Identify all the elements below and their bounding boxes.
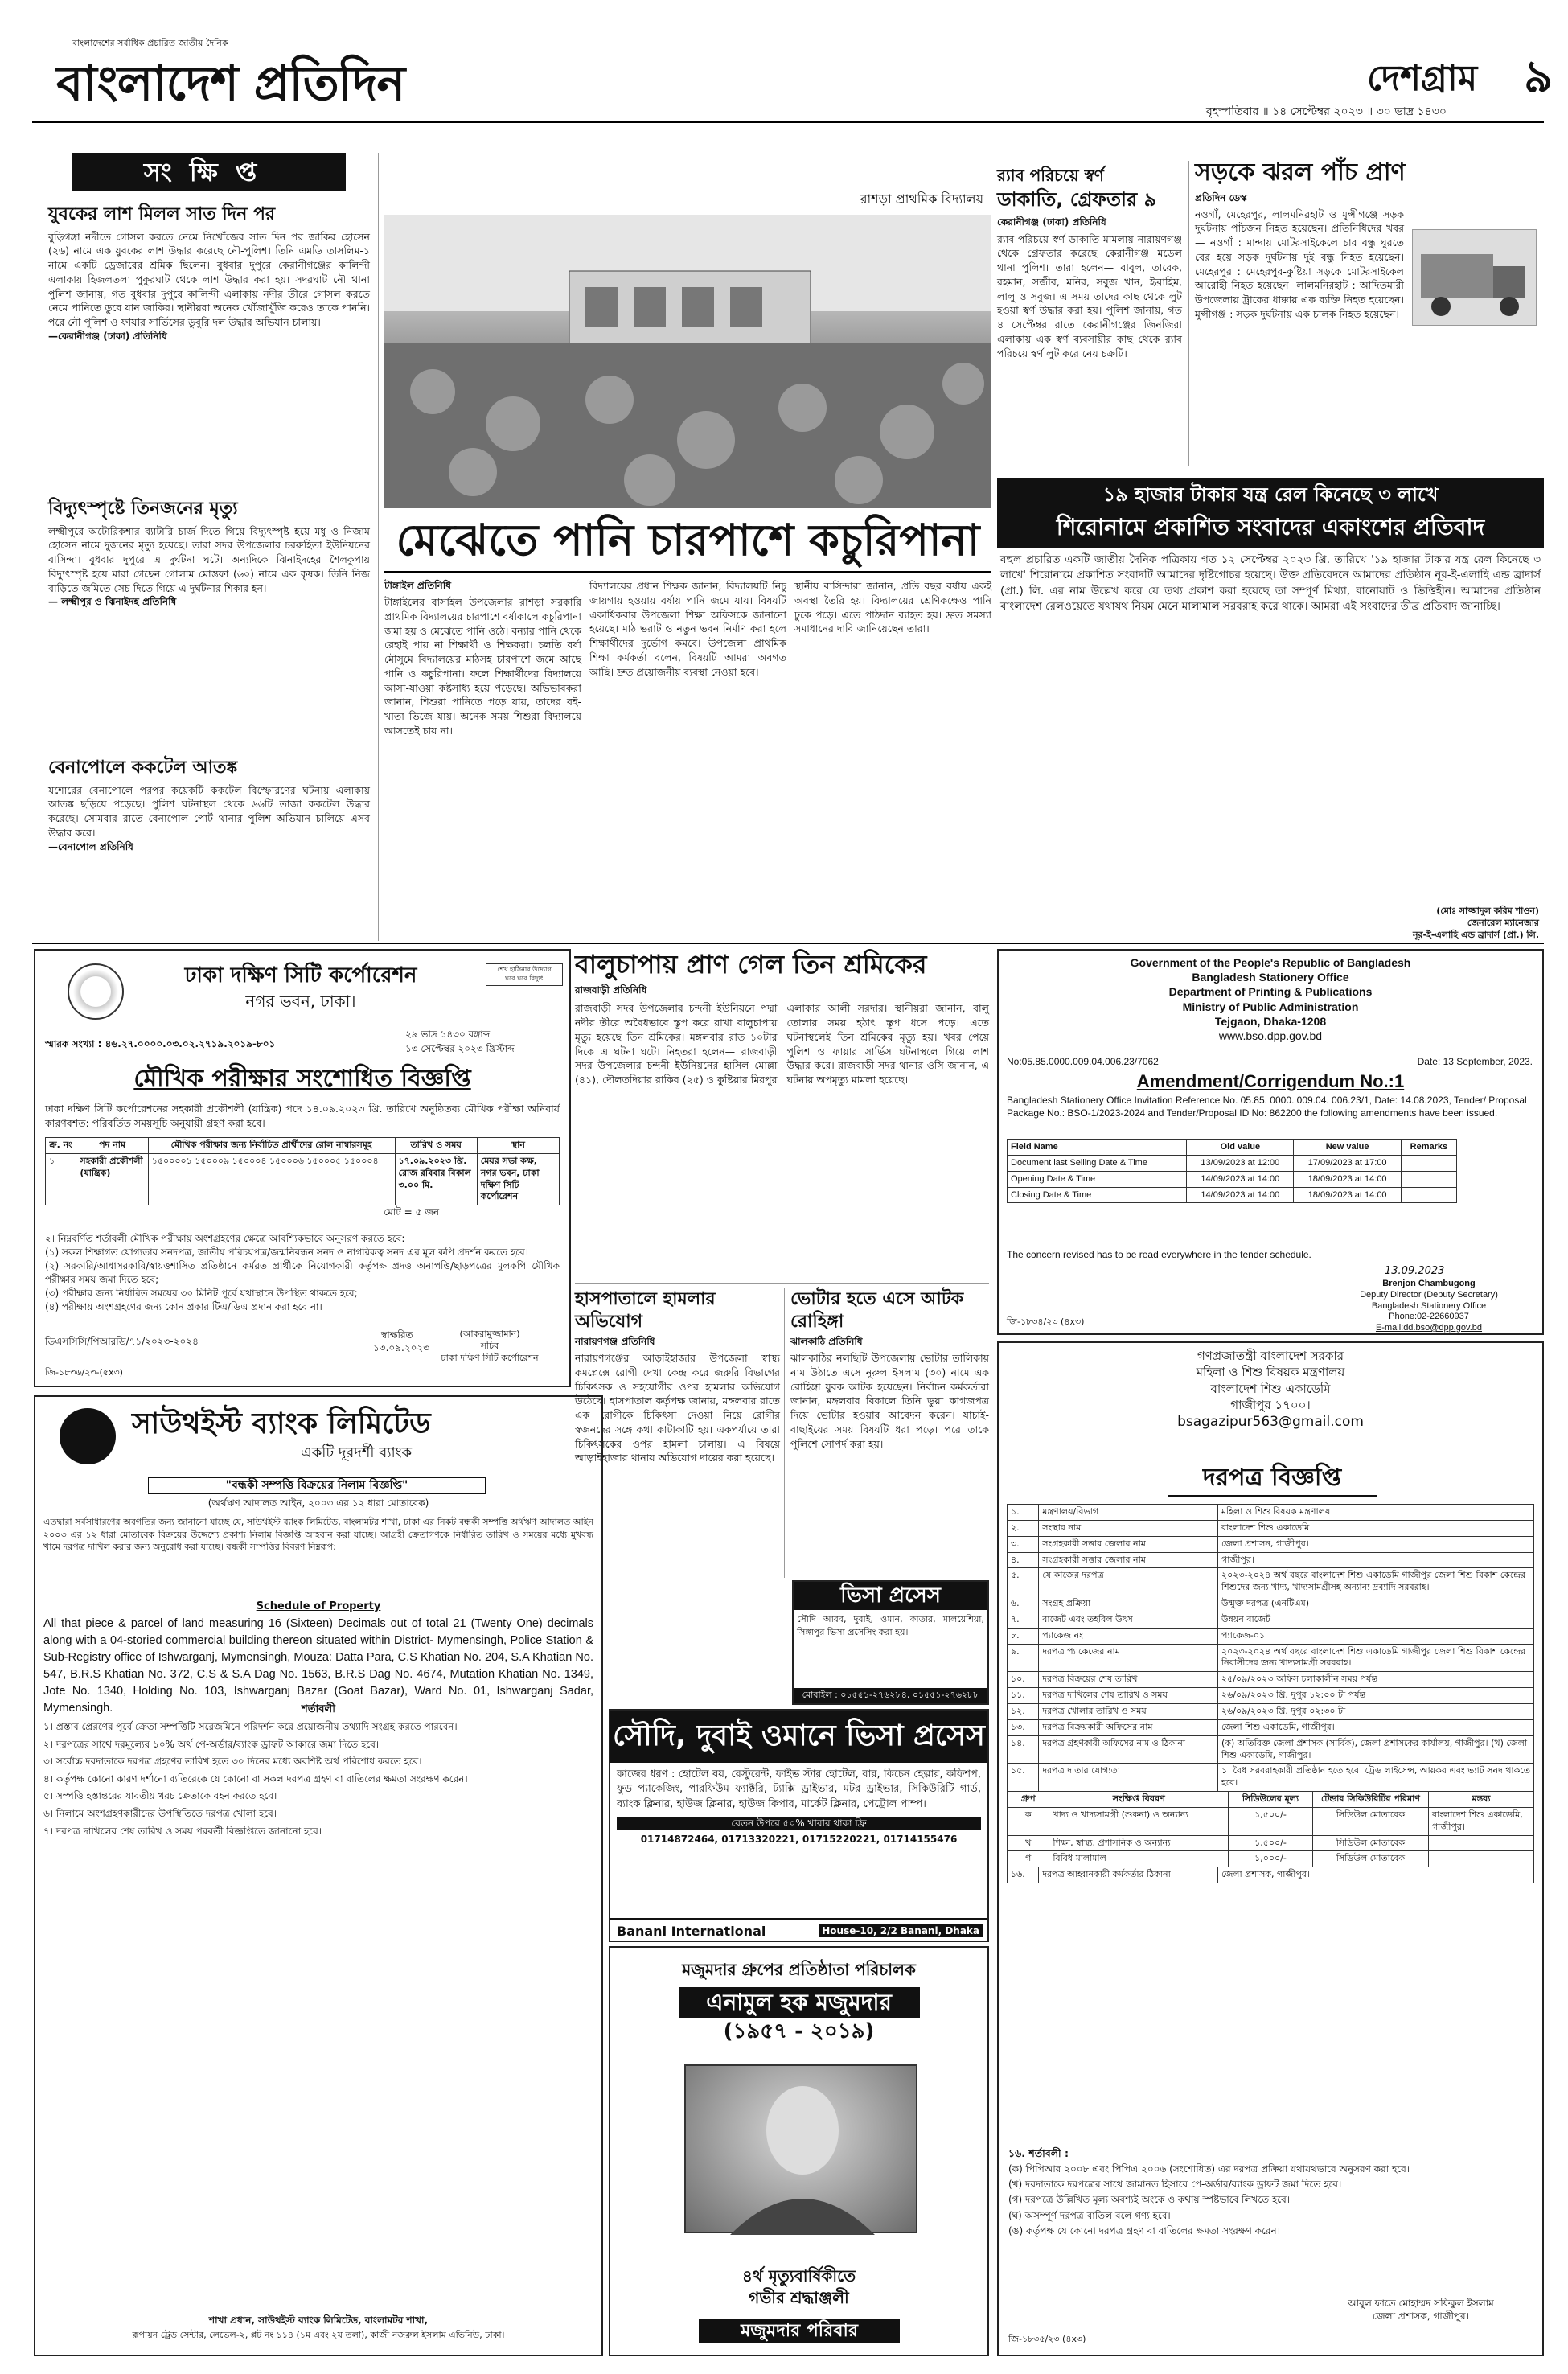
table-row — [46, 1153, 560, 1205]
table-cell: সংগ্রহকারী সত্তার জেলার নাম — [1039, 1536, 1218, 1552]
bsdpp-line4: Ministry of Public Administration — [1182, 1000, 1359, 1013]
bsdpp-website[interactable]: www.bso.dpp.gov.bd — [1218, 1029, 1323, 1042]
dscc-subtitle: নগর ভবন, ঢাকা। — [245, 992, 356, 1011]
school-col-3: স্থানীয় বাসিন্দারা জানান, প্রতি বছর বর্ষায় একই অবস্থা তৈরি হয়। বিদ্যালয়ের শ্রেণিকক্ষেও পানি ঢুকে পড়ে। এতে পাঠদান ব্যাহত হয়। দ্রুত সমস্যা সমাধানের দাবি জানিয়েছেন তারা। — [794, 580, 991, 635]
dscc-ref: ডিএসসিসি/পিআরডি/৭১/২০২৩-২০২৪ — [45, 1336, 199, 1347]
table-cell: ১,০০০/- — [1229, 1851, 1313, 1867]
table-cell: ১৫. — [1008, 1764, 1039, 1792]
table-cell: সহকারী প্রকৌশলী (যান্ত্রিক) — [76, 1153, 148, 1205]
col-header: Remarks — [1401, 1140, 1456, 1156]
visa-large-title: সৌদি, দুবাই ওমানে ভিসা প্রসেস — [610, 1711, 987, 1763]
table-cell: দরপত্র দাতার যোগ্যতা — [1039, 1764, 1218, 1792]
table-cell: ১৩. — [1008, 1719, 1039, 1735]
table-cell — [1401, 1171, 1456, 1187]
bsdpp-ref-no: No:05.85.0000.009.04.006.23/7062 — [1007, 1056, 1159, 1067]
dscc-title: ঢাকা দক্ষিণ সিটি কর্পোরেশন — [184, 963, 417, 988]
dscc-intro: ঢাকা দক্ষিণ সিটি কর্পোরেশনের সহকারী প্রকৌশলী (যান্ত্রিক) পদে ১৪.০৯.২০২৩ খ্রি. তারিখে অনুষ্ঠিতব্য মৌখিক পরীক্ষা অনিবার্য কারণবশত: পরিবর্তিত সময়সূচি অনুযায়ী গ্রহণ করা হবে। — [45, 1103, 560, 1129]
brief-body: বুড়িগঙ্গা নদীতে গোসল করতে নেমে নিখোঁজের সাত দিন পর জাকির হোসেন (২৬) নামে এক যুবকের লাশ উদ্ধার করেছে নৌ-পুলিশ। তিনি এমডি তাসলিম-১ নামে একটি ড্রেজারের শ্রমিক ছিলেন। বুধবার দুপুরে কেরানীগঞ্জের কালিন্দী এলাকায় হিজলতলা পুকুরঘাট থেকে লাশ উদ্ধার করা হয়। সদরঘাট নৌ থানা পুলিশ জানায়, গত বুধবার দুপুরে কালিন্দী এলাকায় নদীর তীরে গোসল করতে নেমে পানিতে ডুবে যান জাকির। স্থানীয়রা অনেক খোঁজাখুঁজি করেও তাকে পাননি। পরে নৌ পুলিশ ও ফায়ার সার্ভিসের ডুবুরি দল উদ্ধার অভিযান চালায়। — [48, 230, 370, 329]
bank-logo-icon — [60, 1408, 116, 1464]
table-row — [1008, 1596, 1534, 1612]
dscc-signatory: (আকরামুজ্জামান) সচিব ঢাকা দক্ষিণ সিটি কর্পোরেশন — [441, 1329, 539, 1363]
memorial-family: মজুমদার পরিবার — [699, 2319, 900, 2343]
brief-body: লক্ষ্মীপুরে অটোরিকশার ব্যাটারি চার্জ দিতে গিয়ে বিদ্যুৎস্পৃষ্ট হয়ে মধু ও নিজাম হোসেন নামে দুজনের মৃত্যু হয়েছে। তারা সদর উপজেলার চররুহিতা ইউনিয়নের বাসিন্দা। বুধবার দুপুরে এ দুর্ঘটনা ঘটে। অন্যদিকে ঝিনাইদহের শৈলকুপায় বিদ্যুৎস্পৃষ্ট হয়ে মারা গেছেন গোলাম মোস্তফা (৬০) নামে এক কৃষক। তিনি নিজ বাড়িতে জমিতে সেচ দিতে গিয়ে এ দুর্ঘটনার শিকার হন। — [48, 524, 370, 594]
brief-byline: — লক্ষ্মীপুর ও ঝিনাইদহ প্রতিনিধি — [48, 596, 177, 608]
table-row — [1008, 1536, 1534, 1552]
table-row — [1008, 1703, 1534, 1719]
table-row — [1008, 1155, 1457, 1171]
col-header: মন্তব্য — [1428, 1792, 1533, 1808]
bsdpp-body: Bangladesh Stationery Office Invitation Reference No. 05.85. 0000. 009.04. 006.23/1, Date: 14.08.2023, Tender/ Proposal Package No.: BSO-1/2023-2024 and Tender/Proposal ID No: 862200 the following amendments have been issued. — [1007, 1095, 1527, 1119]
brief-headline[interactable]: বেনাপোলে ককটেল আতঙ্ক — [48, 758, 238, 778]
table-cell: খ — [1008, 1835, 1049, 1851]
table-row — [1008, 1867, 1534, 1883]
memorial-top: মজুমদার গ্রুপের প্রতিষ্ঠাতা পরিচালক — [682, 1960, 916, 1979]
table-cell: (ক) অতিরিক্ত জেলা প্রশাসক (সার্বিক), জেলা প্রশাসকের কার্যালয়, গাজীপুর। (খ) জেলা শিশু একাডেমি, গাজীপুর। — [1217, 1735, 1533, 1764]
masthead — [32, 35, 1554, 172]
visa-large-offer: বেতন উপরে ৫০% খাবার থাকা ফ্রি — [617, 1817, 981, 1830]
table-cell: বাংলাদেশ শিশু একাডেমি, গাজীপুর। — [1428, 1807, 1533, 1835]
accident-byline: প্রতিদিন ডেস্ক — [1195, 191, 1247, 203]
bsdpp-sign-date: 13.09.2023 — [1385, 1265, 1445, 1277]
table-cell: মহিলা ও শিশু বিষয়ক মন্ত্রণালয় — [1217, 1505, 1533, 1521]
table-cell: 14/09/2023 at 14:00 — [1187, 1187, 1294, 1203]
table-cell: দরপত্র খোলার তারিখ ও সময় — [1039, 1703, 1218, 1719]
col-header: সংক্ষিপ্ত বিবরণ — [1049, 1792, 1229, 1808]
bank-tagline: একটি দূরদর্শী ব্যাংক — [301, 1444, 413, 1461]
table-cell: যে কাজের দরপত্র — [1039, 1568, 1218, 1596]
protest-signature: (মোঃ সাজ্জাদুল করিম শাওন) জেনারেল ম্যানেজার নূর-ই-এলাহি এন্ড ব্রাদার্স (প্রা.) লি. — [1412, 906, 1539, 941]
brief-label: সংক্ষিপ্ত — [72, 153, 346, 191]
table-cell: খাদ্য ও খাদ্যসামগ্রী (শুকনা) ও অন্যান্য — [1049, 1807, 1229, 1835]
table-row — [1008, 1552, 1534, 1568]
table-cell: জেলা প্রশাসন, গাজীপুর। — [1217, 1536, 1533, 1552]
visa-large-footer — [610, 1918, 987, 1941]
bsdpp-line1: Government of the People's Republic of Bangladesh — [1130, 956, 1411, 969]
tender-signatory: আবুল ফাতে মোহাম্মদ সফিকুল ইসলাম জেলা প্রশাসক, গাজীপুর। — [1348, 2298, 1494, 2323]
dscc-heading[interactable]: মৌখিক পরীক্ষার সংশোধিত বিজ্ঞপ্তি — [133, 1065, 471, 1093]
bank-auction-notice — [34, 1395, 603, 2356]
bsdpp-line5: Tejgaon, Dhaka-1208 — [1214, 1014, 1327, 1028]
table-cell: গ — [1008, 1851, 1049, 1867]
table-cell: ৬. — [1008, 1596, 1039, 1612]
table-cell: উন্নয়ন বাজেট — [1217, 1612, 1533, 1628]
masthead-rule — [32, 121, 1544, 123]
table-cell: সিডিউল মোতাবেক — [1312, 1807, 1428, 1835]
tender-header: গণপ্রজাতন্ত্রী বাংলাদেশ সরকার মহিলা ও শিশু বিষয়ক মন্ত্রণালয় বাংলাদেশ শিশু একাডেমি গাজীপুর ১৭০০। bsagazipur563@gmail.com — [999, 1348, 1542, 1431]
table-cell: দরপত্র প্যাকেজের নাম — [1039, 1644, 1218, 1672]
terms-title: শর্তাবলী — [302, 1703, 335, 1715]
accident-headline[interactable]: সড়কে ঝরল পাঁচ প্রাণ — [1195, 158, 1406, 187]
table-row — [1008, 1520, 1534, 1536]
table-row — [1008, 1835, 1534, 1851]
table-cell: বিবিধ মালামাল — [1049, 1851, 1229, 1867]
table-row — [1008, 1792, 1534, 1808]
table-cell: ২৬/০৯/২০২৩ খ্রি. দুপুর ১২:০০ টা পর্যন্ত — [1217, 1688, 1533, 1704]
bsdpp-note: The concern revised has to be read everywhere in the tender schedule. — [1007, 1249, 1311, 1260]
table-cell: ১. — [1008, 1505, 1039, 1521]
col-header: পদ নাম — [76, 1138, 148, 1154]
rab-kicker: র‍্যাব পরিচয়ে স্বর্ণ — [997, 166, 1104, 185]
brief-headline[interactable]: যুবকের লাশ মিলল সাত দিন পর — [48, 204, 276, 224]
bank-footer: শাখা প্রধান, সাউথইস্ট ব্যাংক লিমিটেড, বাংলামটর শাখা, — [208, 2314, 429, 2326]
table-row — [1008, 1505, 1534, 1521]
rohingya-byline: ঝালকাঠি প্রতিনিধি — [790, 1336, 863, 1347]
tagline: বাংলাদেশের সর্বাধিক প্রচারিত জাতীয় দৈনিক — [72, 38, 228, 48]
visa-ad-small[interactable] — [792, 1580, 989, 1705]
col-header: গ্রুপ — [1008, 1792, 1049, 1808]
table-cell: 17/09/2023 at 17:00 — [1294, 1155, 1401, 1171]
school-byline: টাঙ্গাইল প্রতিনিধি — [384, 580, 451, 591]
table-cell — [1428, 1851, 1533, 1867]
tender-email[interactable]: bsagazipur563@gmail.com — [1177, 1414, 1364, 1430]
conditions-title: ১৬. শর্তাবলী : — [1008, 2147, 1069, 2159]
table-row — [1008, 1672, 1534, 1688]
visa-large-jobs: কাজের ধরণ : হোটেল বয়, রেস্টুরেন্ট, ফাইভ স্টার হোটেল, বার, কিচেন হেল্পার, কফিশপ, ফুড প্যাকেজিং, পারফিউম ফ্যাক্টরি, ট্যাক্সি ড্রাইভার, মটর ড্রাইভার, সিকিউরিটি গার্ড, ব্যাংক ক্লিনার, হাউজ ক্লিনার, হাউজ কিপার, মার্কেট ক্লিনার, পেট্রোল পাম্প। — [617, 1768, 981, 1810]
bank-address: রূপায়ন ট্রেড সেন্টার, লেভেল-২, প্লট নং ১১৪ (১ম এবং ২য় তলা), কাজী নজরুল ইসলাম এভিনিউ, ঢাকা। — [132, 2330, 505, 2340]
conditions-body: (ক) পিপিআর ২০০৮ এবং পিপিএ ২০০৬ (সংশোধিত) এর দরপত্র প্রক্রিয়া যথাযথভাবে অনুসরণ করা হবে। (খ) দরদাতাকে দরপত্রের সাথে জামানত হিসাবে পে-অর্ডার/ব্যাংক ড্রাফট জমা দিতে হবে। (গ) দরপত্রে উল্লিখিত মূল্য অবশ্যই অংকে ও কথায় স্পষ্টভাবে লিখতে হবে। (ঘ) অসম্পূর্ণ দরপত্র বাতিল বলে গণ্য হবে। (ঙ) কর্তৃপক্ষ যে কোনো দরপত্র গ্রহণ বা বাতিলের ক্ষমতা সংরক্ষণ করেন। — [1008, 2163, 1410, 2236]
table-row — [1008, 1187, 1457, 1203]
bsdpp-title[interactable]: Amendment/Corrigendum No.:1 — [1136, 1071, 1405, 1091]
table-cell: 14/09/2023 at 14:00 — [1187, 1171, 1294, 1187]
table-cell: দরপত্র বিক্রয়ের শেষ তারিখ — [1039, 1672, 1218, 1688]
logo-text: বাংলাদেশ প্রতিদিন — [56, 55, 405, 112]
table-cell: ১৫০০০০১ ১৫০০০৯ ১৫০০০৪ ১৫০০০৬ ১৫০০০৫ ১৫০০০৪ — [148, 1153, 395, 1205]
visa-large-phones: 01714872464, 01713320221, 01715220221, 01714155476 — [640, 1834, 958, 1846]
ad-code: জি-১৮৩৫/২৩ (৪x৩) — [1008, 2334, 1086, 2344]
dscc-date-en: ১৩ সেপ্টেম্বর ২০২৩ খ্রিস্টাব্দ — [405, 1043, 515, 1054]
amendment-table — [1007, 1139, 1457, 1203]
school-col-2: বিদ্যালয়ের প্রধান শিক্ষক জানান, বিদ্যালয়টি নিচু জায়গায় হওয়ায় বর্ষায় পানি জমে যায়। বিষয়টি একাধিকবার উপজেলা শিক্ষা অফিসকে জানানো হয়েছে। মাঠ ভরাট ও নতুন ভবন নির্মাণ করা হলে শিক্ষার্থীদের দুর্ভোগ কমবে। উপজেলা প্রাথমিক শিক্ষা কর্মকর্তা বলেন, বিষয়টি আমরা অবগত আছি। দ্রুত প্রয়োজনীয় ব্যবস্থা নেওয়া হবে। — [589, 580, 786, 678]
visa-ad-phone: মোবাইল : ০১৫৫১-২৭৬২৮৪, ০১৫৫১-২৭৬২৮৮ — [794, 1688, 987, 1703]
ad-code: জি-১৮৩৬/২৩-(৫x৩) — [45, 1367, 123, 1378]
memorial-ad — [609, 1946, 989, 2356]
bsdpp-notice — [997, 949, 1544, 1335]
col-header: ক্র. নং — [46, 1138, 76, 1154]
table-cell: দরপত্র দাখিলের শেষ তারিখ ও সময় — [1039, 1688, 1218, 1704]
table-row — [1008, 1807, 1534, 1835]
rohingya-headline[interactable]: ভোটার হতে এসে আটক রোহিঙ্গা — [790, 1289, 964, 1332]
balu-headline[interactable]: বালুচাপায় প্রাণ গেল তিন শ্রমিকের — [575, 949, 927, 980]
table-cell: ৫. — [1008, 1568, 1039, 1596]
newspaper-logo[interactable] — [56, 51, 474, 114]
rohingya-story — [790, 1288, 989, 1578]
brief-headline[interactable]: বিদ্যুৎস্পৃষ্টে তিনজনের মৃত্যু — [48, 499, 238, 519]
accident-body: নওগাঁ, মেহেরপুর, লালমনিরহাট ও মুন্সীগঞ্জে সড়ক দুর্ঘটনায় পাঁচজন নিহত হয়েছেন। প্রতিনিধিদের খবর— নওগাঁ : মান্দায় মোটরসাইকেলে চার বন্ধু ঘুরতে বের হয়ে সড়ক দুর্ঘটনায় দুই বন্ধু নিহত হয়েছেন। মেহেরপুর : মেহেরপুর-কুষ্টিয়া সড়কে মোটরসাইকেল আরোহী নিহত হয়েছেন। লালমনিরহাট : আদিতমারী উপজেলায় ট্রাকের ধাক্কায় এক ব্যক্তি নিহত হয়েছেন। মুন্সীগঞ্জ : সড়ক দুর্ঘটনায় এক চালক নিহত হয়েছেন। — [1195, 207, 1404, 320]
balu-byline: রাজবাড়ী প্রতিনিধি — [575, 984, 647, 996]
table-row — [1008, 1568, 1534, 1596]
memorial-line1: ৪র্থ মৃত্যুবার্ষিকীতে — [741, 2266, 856, 2286]
bsdpp-email[interactable]: E-mail:dd.bso@dpp.gov.bd — [1375, 1323, 1483, 1333]
balu-body: রাজবাড়ী সদর উপজেলার চন্দনী ইউনিয়নে পদ্মা নদীর তীরে অবৈধভাবে স্তূপ করে রাখা বালুচাপায় মৃত্যু হয়েছে তিন শ্রমিকের। মঙ্গলবার রাত ১০টার দিকে এ ঘটনা ঘটে। নিহতরা হলেন— রাজবাড়ী সদর উপজেলার চন্দনী ইউনিয়নের হাসিল মোল্লা (৪১), দৌলতদিয়ার রাকিব (২৫) ও কুষ্টিয়ার মিরপুর এলাকার আলী সরদার। স্থানীয়রা জানান, বালু তোলার সময় হঠাৎ স্তূপ ধসে পড়ে। এতে ঘটনাস্থলেই তিন শ্রমিকের মৃত্যু হয়। খবর পেয়ে পুলিশ ও ফায়ার সার্ভিস ঘটনাস্থলে গিয়ে লাশ উদ্ধার করে। রাজবাড়ী সদর থানার ওসি জানান, এ ঘটনায় অপমৃত্যু মামলা হয়েছে। — [575, 1002, 989, 1086]
memorial-name: এনামুল হক মজুমদার — [679, 1987, 920, 2018]
page-number: ৯ — [1524, 51, 1554, 103]
school-col-1: টাঙ্গাইলের বাসাইল উপজেলার রাশড়া সরকারি প্রাথমিক বিদ্যালয়ের চারপাশে বর্ষাকালে কচুরিপানা জমা হয় ও মেঝেতে পানি ওঠে। বন্যার পানি থেকে রেহাই পায় না শিক্ষার্থী ও শিক্ষকরা। চলতি বর্ষা মৌসুমে বিদ্যালয়ের মাঠসহ চারপাশে জমে আছে পানি ও কচুরিপানা। ফলে শিক্ষার্থীদের বিদ্যালয়ে আসা-যাওয়া কষ্টসাধ্য হয়ে পড়েছে। অভিভাবকরা জানান, শিশুরা পানিতে পড়ে যায়, তাদের বই-খাতা ভিজে যায়। অনেক সময় শিশুরা বিদ্যালয়ে আসতেই চায় না। — [384, 596, 581, 737]
photo-caption: রাশড়া প্রাথমিক বিদ্যালয় — [860, 191, 983, 207]
brief-byline: —বেনাপোল প্রতিনিধি — [48, 840, 133, 852]
table-cell: ২. — [1008, 1520, 1039, 1536]
table-row — [1008, 1719, 1534, 1735]
issue-date: বৃহস্পতিবার ॥ ১৪ সেপ্টেম্বর ২০২৩ ॥ ৩০ ভাদ্র ১৪৩০ — [1206, 105, 1447, 118]
table-cell: ৭. — [1008, 1612, 1039, 1628]
school-building-image — [384, 215, 991, 508]
truck-photo — [1412, 229, 1537, 326]
memorial-years: (১৯৫৭ - ২০১৯) — [723, 2019, 875, 2043]
rab-byline: কেরানীগঞ্জ (ঢাকা) প্রতিনিধি — [997, 216, 1106, 228]
rab-story — [997, 165, 1182, 470]
table-row — [1008, 1628, 1534, 1644]
table-cell: সংগ্রহ প্রক্রিয়া — [1039, 1596, 1218, 1612]
table-cell: ১,৫০০/- — [1229, 1807, 1313, 1835]
table-cell: Closing Date & Time — [1008, 1187, 1187, 1203]
table-cell — [1401, 1187, 1456, 1203]
dscc-slogan: শেখ হাসিনার উদ্যোগ ঘরে ঘরে বিদ্যুৎ — [486, 963, 563, 986]
bsdpp-date: Date: 13 September, 2023. — [1417, 1056, 1533, 1067]
agency-name: Banani International — [617, 1924, 766, 1939]
memorial-line2: গভীর শ্রদ্ধাঞ্জলী — [749, 2288, 849, 2307]
col-header: সিডিউলের মূল্য — [1229, 1792, 1313, 1808]
dscc-conditions: ২। নিম্নবর্ণিত শর্তাবলী মৌখিক পরীক্ষায় অংশগ্রহণের ক্ষেত্রে আবশ্যিকভাবে অনুসরণ করতে হবে: (১) সকল শিক্ষাগত যোগ্যতার সনদপত্র, জাতীয় পরিচয়পত্র/জন্মনিবন্ধন সনদ ও নাগরিকত্ব সনদ এর মূল কপি প্রদর্শন করতে হবে। (২) সরকারি/আধাসরকারি/স্বায়ত্তশাসিত প্রতিষ্ঠানে কর্মরত প্রার্থীকে নিয়োগকারী কর্তৃপক্ষ প্রদত্ত অনাপত্তি/ছাড়পত্রের মূলকপি মৌখিক পরীক্ষার সময় জমা দিতে হবে; (৩) পরীক্ষার জন্য নির্ধারিত সময়ের ৩০ মিনিট পূর্বে যথাস্থানে উপস্থিত থাকতে হবে; (৪) পরীক্ষায় অংশগ্রহণের জন্য কোন প্রকার টিএ/ডিএ প্রদান করা হবে না। — [45, 1233, 560, 1313]
table-cell — [1428, 1835, 1533, 1851]
table-cell: Opening Date & Time — [1008, 1171, 1187, 1187]
table-cell: ৯. — [1008, 1644, 1039, 1672]
table-row — [46, 1138, 560, 1154]
brief-byline: —কেরানীগঞ্জ (ঢাকা) প্রতিনিধি — [48, 330, 167, 342]
table-row — [1008, 1612, 1534, 1628]
table-cell — [1401, 1155, 1456, 1171]
table-cell: 18/09/2023 at 14:00 — [1294, 1187, 1401, 1203]
hospital-headline[interactable]: হাসপাতালে হামলার অভিযোগ — [575, 1289, 716, 1332]
table-cell: জেলা প্রশাসক, গাজীপুর। — [1217, 1867, 1533, 1883]
table-cell: গাজীপুর। — [1217, 1552, 1533, 1568]
table-cell: প্যাকেজ নং — [1039, 1628, 1218, 1644]
table-cell: ৮. — [1008, 1628, 1039, 1644]
table-cell: সিডিউল মোতাবেক — [1312, 1851, 1428, 1867]
table-cell: ২৫/০৯/২০২৩ অফিস চলাকালীন সময় পর্যন্ত — [1217, 1672, 1533, 1688]
dscc-memo: স্মারক সংখ্যা : ৪৬.২৭.০০০০.০৩.০২.২৭১৯.২০১৯-৮০১ — [45, 1038, 276, 1049]
table-cell: ১৪. — [1008, 1735, 1039, 1764]
col-header: মৌখিক পরীক্ষার জন্য নির্বাচিত প্রার্থীদের রোল নাম্বারসমূহ — [148, 1138, 395, 1154]
visa-ad-title: ভিসা প্রসেস — [794, 1582, 987, 1610]
terms-body: ১। প্রস্তাব প্রেরণের পূর্বে ক্রেতা সম্পত্তিটি সরেজমিনে পরিদর্শন করে প্রয়োজনীয় তথ্যাদি সংগ্রহ করতে পারবেন। ২। দরপত্রের সাথে দরমূল্যের ১০% অর্থ পে-অর্ডার/ব্যাংক ড্রাফট আকারে জমা দিতে হবে। ৩। সর্বোচ্চ দরদাতাকে দরপত্র গ্রহণের তারিখ হতে ৩০ দিনের মধ্যে অবশিষ্ট অর্থ পরিশোধ করতে হবে। ৪। কর্তৃপক্ষ কোনো কারণ দর্শানো ব্যতিরেকে যে কোনো বা সকল দরপত্র গ্রহণ বা বাতিলের ক্ষমতা সংরক্ষণ করেন। ৫। সম্পত্তি হস্তান্তরের যাবতীয় খরচ ক্রেতাকে বহন করতে হবে। ৬। নিলামে অংশগ্রহণকারীদের উপস্থিতিতে দরপত্র খোলা হবে। ৭। দরপত্র দাখিলের শেষ তারিখ ও সময় পরবর্তী বিজ্ঞপ্তিতে জানানো হবে। — [43, 1721, 468, 1837]
table-cell: Document last Selling Date & Time — [1008, 1155, 1187, 1171]
brief-item — [48, 497, 370, 738]
table-cell: সিডিউল মোতাবেক — [1312, 1835, 1428, 1851]
rohingya-body: ঝালকাঠির নলছিটি উপজেলায় ভোটার তালিকায় নাম উঠাতে এসে নূরুল ইসলাম (৩০) নামে এক রোহিঙ্গা যুবক আটক হয়েছেন। নির্বাচন কর্মকর্তারা জানান, মঙ্গলবার বিকালে তিনি ভুয়া কাগজপত্র দিয়ে ভোটার হওয়ার আবেদন করেন। যাচাই-বাছাইয়ের সময় বিষয়টি ধরা পড়ে। পরে তাকে পুলিশে সোপর্দ করা হয়। — [790, 1352, 989, 1450]
table-row — [1008, 1851, 1534, 1867]
brief-item — [48, 203, 370, 484]
dscc-notice — [34, 949, 571, 1387]
schedule-title: Schedule of Property — [256, 1600, 381, 1612]
col-header: স্থান — [477, 1138, 559, 1154]
hospital-body: নারায়ণগঞ্জের আড়াইহাজার উপজেলা স্বাস্থ্য কমপ্লেক্সে রোগী দেখা কেন্দ্র করে জরুরি বিভাগের চিকিৎসক ও সহযোগীর ওপর হামলার অভিযোগ উঠেছে। হাসপাতাল কর্তৃপক্ষ জানায়, মঙ্গলবার রাতে এক রোগীকে চিকিৎসা দেওয়া নিয়ে রোগীর স্বজনদের সঙ্গে কথা কাটাকাটি হয়। একপর্যায়ে তারা চিকিৎসকের ওপর হামলা চালায়। এ বিষয়ে আড়াইহাজার থানায় অভিযোগ দায়ের করা হয়েছে। — [575, 1352, 780, 1464]
bsdpp-line2: Bangladesh Stationery Office — [1192, 971, 1349, 984]
schedule-body: All that piece & parcel of land measuring 16 (Sixteen) Decimals out of total 21 (Twenty One) decimals along with a 04-storied commercial building thereon situated within District- Mymensingh, Police Station & Sub-Registry office of Ishwarganj, Mymensingh, Mouza: Datta Para, C.S Khatian No. 204, S.A Khatian No. 547, B.R.S Khatian No. 372, C.S & S.A Dag No. 1563, B.R.S Dag No. 4674, Mutation Khatian No. 1349, Jote No. 1340, Holding No. 103, Ishwarganj Bazar (Goat Bazar), Ward No. 01, Ishwarganj Sadar, Mymensingh. — [43, 1617, 593, 1715]
table-cell: সংগ্রহকারী সত্তার জেলার নাম — [1039, 1552, 1218, 1568]
col-header: Field Name — [1008, 1140, 1187, 1156]
ad-code: জি-১৮৩৪/২৩ (৪x৩) — [1007, 1316, 1085, 1327]
bsdpp-line3: Department of Printing & Publications — [1168, 985, 1373, 999]
table-cell: মেয়র সভা কক্ষ, নগর ভবন, ঢাকা দক্ষিণ সিটি কর্পোরেশন — [477, 1153, 559, 1205]
table-cell: দরপত্র বিক্রয়কারী অফিসের নাম — [1039, 1719, 1218, 1735]
table-cell: প্যাকেজ-০১ — [1217, 1628, 1533, 1644]
visa-ad-large[interactable] — [609, 1709, 989, 1942]
table-row — [1008, 1140, 1457, 1156]
brief-body: যশোরের বেনাপোলে পরপর কয়েকটি ককটেল বিস্ফোরণের ঘটনায় এলাকায় আতঙ্ক ছড়িয়ে পড়েছে। পুলিশ ঘটনাস্থল থেকে ৬৬টি তাজা ককটেল উদ্ধার করেছে। সোমবার রাতে বেনাপোল পোর্ট থানার পুলিশ অভিযান চালিয়ে এসব উদ্ধার করে। — [48, 783, 370, 839]
table-cell: দরপত্র গ্রহণকারী অফিসের নাম ও ঠিকানা — [1039, 1735, 1218, 1764]
protest-kicker: ১৯ হাজার টাকার যন্ত্র রেল কিনেছে ৩ লাখে — [997, 478, 1544, 511]
bank-name: সাউথইস্ট ব্যাংক লিমিটেড — [132, 1407, 431, 1440]
table-cell: ১০. — [1008, 1672, 1039, 1688]
table-row — [1008, 1644, 1534, 1672]
table-cell: ২০২৩-২০২৪ অর্থ বছরে বাংলাদেশ শিশু একাডেমি গাজীপুর জেলা শিশু বিকাশ কেন্দ্রের নিবাসীদের জন্য খাদ্যসামগ্রী সরবরাহ। — [1217, 1644, 1533, 1672]
col-header: টেন্ডার সিকিউরিটির পরিমাণ — [1312, 1792, 1428, 1808]
protest-headline[interactable]: শিরোনামে প্রকাশিত সংবাদের একাংশের প্রতিবাদ — [997, 511, 1544, 548]
table-cell: ১২. — [1008, 1703, 1039, 1719]
dscc-total: মোট = ৫ জন — [384, 1206, 439, 1218]
protest-notice — [997, 478, 1544, 945]
table-cell: শিক্ষা, স্বাস্থ্য, প্রশাসনিক ও অন্যান্য — [1049, 1835, 1229, 1851]
table-cell: ৩. — [1008, 1536, 1039, 1552]
table-row — [1008, 1764, 1534, 1792]
agency-address: House-10, 2/2 Banani, Dhaka — [819, 1924, 983, 1937]
dscc-sign-label: স্বাক্ষরিত — [381, 1329, 413, 1341]
table-row — [1008, 1171, 1457, 1187]
section-label: দেশগ্রাম — [1367, 58, 1478, 99]
col-header: New value — [1294, 1140, 1401, 1156]
table-cell: মন্ত্রণালয়/বিভাগ — [1039, 1505, 1218, 1521]
table-cell: ১,৫০০/- — [1229, 1835, 1313, 1851]
table-row — [1008, 1735, 1534, 1764]
auction-law: (অর্থঋণ আদালত আইন, ২০০৩ এর ১২ ধারা মোতাবেক) — [207, 1497, 429, 1509]
visa-ad-body: সৌদি আরব, দুবাই, ওমান, কাতার, মালয়েশিয়া, সিঙ্গাপুর ভিসা প্রসেসিং করা হয়। — [797, 1614, 984, 1637]
balu-story — [575, 947, 989, 1285]
school-photo[interactable] — [384, 215, 991, 508]
col-header: Old value — [1187, 1140, 1294, 1156]
dscc-sign-date: ১৩.০৯.২০২৩ — [373, 1342, 430, 1353]
school-headline[interactable]: মেঝেতে পানি চারপাশে কচুরিপানা — [396, 515, 980, 565]
table-cell: ১১. — [1008, 1688, 1039, 1704]
memorial-portrait — [684, 2064, 917, 2233]
dscc-emblem — [68, 963, 124, 1020]
shishu-tender-notice — [997, 1341, 1544, 2356]
col-header: তারিখ ও সময় — [395, 1138, 477, 1154]
table-cell: বাজেট এবং তহবিল উৎস — [1039, 1612, 1218, 1628]
accident-story — [1195, 157, 1537, 478]
auction-intro: এতদ্বারা সর্বসাধারণের অবগতির জন্য জানানো যাচ্ছে যে, সাউথইস্ট ব্যাংক লিমিটেড, বাংলামটর শাখা, ঢাকা এর নিকট বন্ধকী সম্পত্তি অর্থঋণ আদালত আইন ২০০৩ এর ১২ ধারা মোতাবেক বিক্রয়ের উদ্দেশ্যে প্রকাশ্য নিলাম বিজ্ঞপ্তি আহবান করা যাচ্ছে। আগ্রহী ক্রেতাগণকে নির্ধারিত তারিখ ও সময়ের মধ্যে মুখবন্ধ খামে দরপত্র দাখিল করার জন্য অনুরোধ করা যাচ্ছে। বন্ধকী সম্পত্তির বিবরণ নিম্নরূপ: — [43, 1517, 593, 1553]
brief-item — [48, 756, 370, 941]
table-cell: ক — [1008, 1807, 1049, 1835]
rab-headline[interactable]: ডাকাতি, গ্রেফতার ৯ — [997, 188, 1157, 211]
table-cell: ২৬/০৯/২০২৩ খ্রি. দুপুর ০২:৩০ টা — [1217, 1703, 1533, 1719]
tender-title[interactable]: দরপত্র বিজ্ঞপ্তি — [1168, 1462, 1377, 1497]
hospital-byline: নারায়ণগঞ্জ প্রতিনিধি — [575, 1336, 655, 1347]
table-cell: ১। বৈধ সরবরাহকারী প্রতিষ্ঠান হতে হবে। ট্রেড লাইসেন্স, আয়কর এবং ভ্যাট সনদ থাকতে হবে। — [1217, 1764, 1533, 1792]
table-cell: ১ — [46, 1153, 76, 1205]
table-cell: 13/09/2023 at 12:00 — [1187, 1155, 1294, 1171]
table-cell: দরপত্র আহ্বানকারী কর্মকর্তার ঠিকানা — [1039, 1867, 1218, 1883]
protest-body: বহুল প্রচারিত একটি জাতীয় দৈনিক পত্রিকায় গত ১২ সেপ্টেম্বর ২০২৩ খ্রি. তারিখে '১৯ হাজার টাকার যন্ত্র রেল কিনেছে ৩ লাখে' শিরোনামে প্রকাশিত সংবাদটি আমাদের দৃষ্টিগোচর হয়েছে। উক্ত প্রতিবেদনে আমাদের প্রতিষ্ঠান নূর-ই-এলাহি এন্ড ব্রাদার্স (প্রা.) লি. এর নাম উল্লেখ করে যে তথ্য প্রকাশ করা হয়েছে তা সম্পূর্ণ মিথ্যা, বানোয়াট ও ভিত্তিহীন। আমাদের প্রতিষ্ঠান বাংলাদেশ রেলওয়েতে যথাযথ নিয়ম মেনে মালামাল সরবরাহ করে থাকে। আমরা এই সংবাদের তীব্র প্রতিবাদ জানাচ্ছি। — [1000, 553, 1541, 613]
school-story — [384, 173, 991, 941]
rab-body: র‍্যাব পরিচয়ে স্বর্ণ ডাকাতি মামলায় নারায়ণগঞ্জ থেকে গ্রেফতার করেছে কেরানীগঞ্জ মডেল থানা পুলিশ। তারা হলেন— বাবুল, তারেক, রহমান, সজীব, মনির, সবুজ খান, ইব্রাহিম, লালু ও সবুজ। এ সময় তাদের কাছ থেকে লুট হওয়া স্বর্ণ উদ্ধার করা হয়। পুলিশ জানায়, গত ৪ সেপ্টেম্বর রাতে কেরানীগঞ্জের জিনজিরা এলাকায় এক স্বর্ণ ব্যবসায়ীর কাছ থেকে র‍্যাব পরিচয়ে স্বর্ণ লুট করে নেয় চক্রটি। — [997, 232, 1182, 359]
hospital-story — [575, 1288, 780, 1578]
table-cell: ১৭.০৯.২০২৩ খ্রি. রোজ রবিবার বিকাল ৩.০০ মি. — [395, 1153, 477, 1205]
table-cell: ৪. — [1008, 1552, 1039, 1568]
brief-column — [48, 153, 370, 941]
tender-table — [1007, 1504, 1534, 1883]
dscc-date-bn: ২৯ ভাদ্র ১৪৩০ বঙ্গাব্দ — [405, 1028, 490, 1041]
auction-title: "বন্ধকী সম্পত্তি বিক্রয়ের নিলাম বিজ্ঞপ্তি" — [148, 1477, 486, 1494]
table-cell: ২০২৩-২০২৪ অর্থ বছরে বাংলাদেশ শিশু একাডেমি গাজীপুর জেলা শিশু বিকাশ কেন্দ্রের শিশুদের জন্য খাদ্য, খাদ্যসামগ্রীসহ অন্যান্য দ্রব্যাদি সরবরাহ। — [1217, 1568, 1533, 1596]
bsdpp-signatory: Brenjon Chambugong Deputy Director (Deputy Secretary) Bangladesh Stationery Office Phone:02-22660937 E-mail:dd.bso@dpp.gov.bd — [1320, 1279, 1537, 1334]
table-cell: ১৬. — [1008, 1867, 1039, 1883]
dscc-table — [45, 1137, 560, 1218]
table-cell: সংস্থার নাম — [1039, 1520, 1218, 1536]
table-cell: উন্মুক্ত দরপত্র (এনটিএম) — [1217, 1596, 1533, 1612]
table-cell: 18/09/2023 at 14:00 — [1294, 1171, 1401, 1187]
table-row — [1008, 1688, 1534, 1704]
table-cell: বাংলাদেশ শিশু একাডেমি — [1217, 1520, 1533, 1536]
table-cell: জেলা শিশু একাডেমি, গাজীপুর। — [1217, 1719, 1533, 1735]
